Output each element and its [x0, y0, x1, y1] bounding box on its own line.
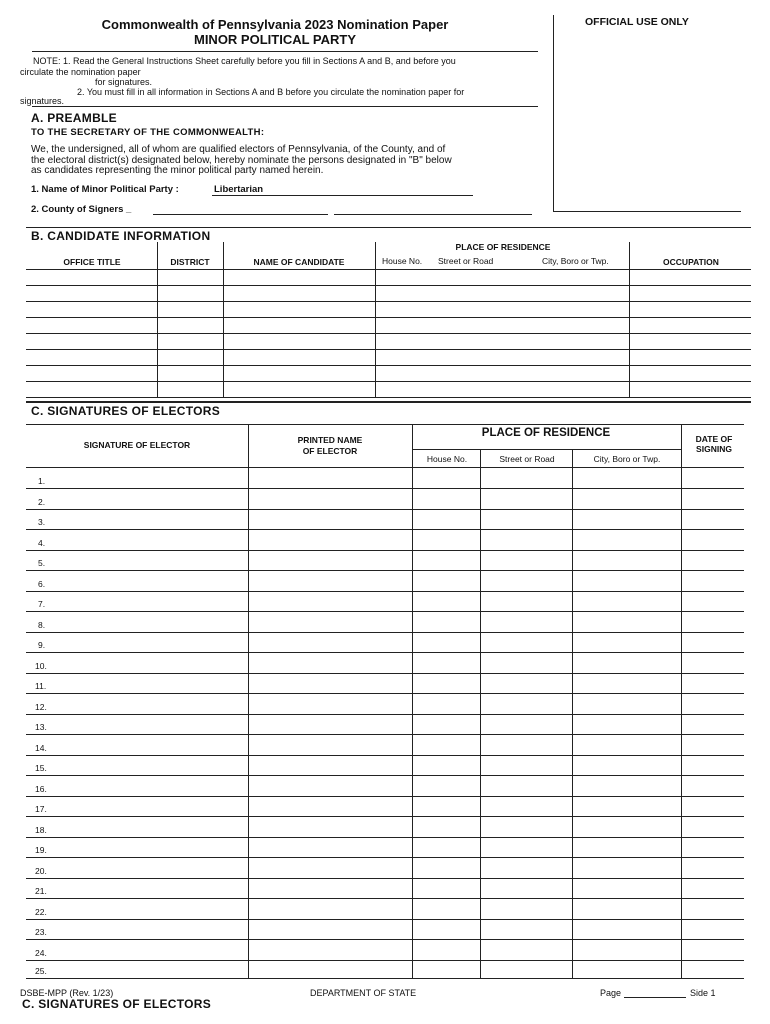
- signature-row[interactable]: [26, 919, 744, 920]
- party-name-underline: [212, 195, 473, 196]
- signature-row-number: 20.: [35, 866, 47, 876]
- signature-row-number: 7.: [38, 599, 46, 609]
- candidate-row[interactable]: [26, 349, 751, 350]
- signatures-header-top: [26, 424, 744, 425]
- candidate-row[interactable]: [26, 317, 751, 318]
- signature-row-number: 17.: [35, 804, 47, 814]
- note-line-5: signatures.: [20, 96, 65, 106]
- signature-row-number: 21.: [35, 886, 47, 896]
- candidate-row[interactable]: [26, 333, 751, 334]
- signature-row[interactable]: [26, 529, 744, 530]
- form-id: DSBE-MPP (Rev. 1/23): [20, 988, 114, 998]
- signature-row[interactable]: [26, 673, 744, 674]
- candidates-col-divider: [157, 242, 158, 397]
- signature-row[interactable]: [26, 734, 744, 735]
- signature-header: SIGNATURE OF ELECTOR: [83, 440, 191, 450]
- signature-row-number: 10.: [35, 661, 47, 671]
- signature-row-number: 11.: [35, 681, 47, 691]
- signature-row-number: 19.: [35, 845, 47, 855]
- candidates-office-header: OFFICE TITLE: [63, 257, 121, 267]
- side-label: Side 1: [690, 988, 716, 998]
- next-section-heading: C. SIGNATURES OF ELECTORS: [22, 997, 212, 1011]
- department-label: DEPARTMENT OF STATE: [310, 988, 417, 998]
- signature-row-number: 6.: [38, 579, 46, 589]
- signatures-col-divider: [572, 449, 573, 978]
- candidate-row[interactable]: [26, 365, 751, 366]
- preamble-heading: A. PREAMBLE: [31, 111, 117, 125]
- signature-row[interactable]: [26, 796, 744, 797]
- signature-row[interactable]: [26, 652, 744, 653]
- county-field-2[interactable]: [334, 214, 532, 215]
- county-field-1[interactable]: [153, 214, 328, 215]
- candidate-row[interactable]: [26, 301, 751, 302]
- signature-row[interactable]: [26, 550, 744, 551]
- signature-row[interactable]: [26, 775, 744, 776]
- header-rule: [32, 51, 538, 52]
- signatures-col-divider: [681, 424, 682, 978]
- candidates-col-divider: [375, 242, 376, 397]
- signature-row-number: 13.: [35, 722, 47, 732]
- signature-row-number: 3.: [38, 517, 46, 527]
- official-use-box-bottom: [553, 211, 741, 212]
- candidate-row[interactable]: [26, 381, 751, 382]
- candidate-row[interactable]: [26, 285, 751, 286]
- signature-row[interactable]: [26, 591, 744, 592]
- candidates-name-header: NAME OF CANDIDATE: [253, 257, 345, 267]
- candidates-house-header: House No.: [382, 256, 423, 266]
- signatures-header-bottom: [26, 467, 744, 468]
- party-name-value[interactable]: Libertarian: [214, 184, 264, 195]
- official-use-box-left: [553, 15, 554, 211]
- signature-row-number: 24.: [35, 948, 47, 958]
- candidates-col-divider: [629, 242, 630, 397]
- signature-row-number: 22.: [35, 907, 47, 917]
- signature-row-number: 18.: [35, 825, 47, 835]
- form-title: Commonwealth of Pennsylvania 2023 Nomination Paper: [101, 17, 449, 32]
- note-rule: [32, 106, 538, 107]
- signatures-top-rule: [26, 401, 751, 403]
- note-line-2: circulate the nomination paper: [20, 67, 141, 77]
- county-label: 2. County of Signers _: [31, 204, 132, 215]
- candidates-occupation-header: OCCUPATION: [663, 257, 719, 267]
- note-line-3: for signatures.: [95, 77, 153, 87]
- note-line-1: NOTE: 1. Read the General Instructions Sheet carefully before you fill in Sections A and B, and before you: [33, 56, 456, 66]
- signature-row-number: 16.: [35, 784, 47, 794]
- signature-row-number: 14.: [35, 743, 47, 753]
- signature-row-number: 25.: [35, 966, 47, 976]
- signature-row-number: 1.: [38, 476, 46, 486]
- note-line-4: 2. You must fill in all information in Sections A and B before you circulate the nomination paper for: [77, 87, 465, 97]
- signatures-city-header: City, Boro or Twp.: [593, 454, 661, 464]
- signature-row[interactable]: [26, 632, 744, 633]
- signature-row[interactable]: [26, 939, 744, 940]
- date-header-1: DATE OF: [695, 434, 733, 444]
- signature-row[interactable]: [26, 960, 744, 961]
- signature-row[interactable]: [26, 755, 744, 756]
- signature-row[interactable]: [26, 509, 744, 510]
- signature-row[interactable]: [26, 714, 744, 715]
- signature-row[interactable]: [26, 857, 744, 858]
- signature-row-number: 2.: [38, 497, 46, 507]
- party-name-label: 1. Name of Minor Political Party :: [31, 184, 179, 195]
- signature-row[interactable]: [26, 816, 744, 817]
- signature-row-number: 12.: [35, 702, 47, 712]
- signature-row[interactable]: [26, 837, 744, 838]
- signatures-col-divider: [412, 424, 413, 978]
- signatures-street-header: Street or Road: [499, 454, 555, 464]
- page-number-field[interactable]: [624, 997, 686, 998]
- form-subtitle: MINOR POLITICAL PARTY: [193, 32, 357, 47]
- signature-row-number: 4.: [38, 538, 46, 548]
- signature-row[interactable]: [26, 488, 744, 489]
- candidates-col-divider: [223, 242, 224, 397]
- preamble-to: TO THE SECRETARY OF THE COMMONWEALTH:: [31, 127, 265, 138]
- preamble-body-3: as candidates representing the minor political party named herein.: [31, 165, 324, 176]
- page-label: Page: [600, 988, 622, 998]
- candidates-city-header: City, Boro or Twp.: [542, 256, 609, 266]
- signatures-house-header: House No.: [426, 454, 468, 464]
- official-use-label: OFFICIAL USE ONLY: [585, 16, 689, 28]
- signature-row[interactable]: [26, 898, 744, 899]
- signature-row-number: 5.: [38, 558, 46, 568]
- signatures-col-divider: [480, 449, 481, 978]
- signature-row[interactable]: [26, 570, 744, 571]
- candidates-top-rule: [26, 227, 751, 228]
- candidates-heading: B. CANDIDATE INFORMATION: [31, 229, 211, 243]
- signatures-residence-header: PLACE OF RESIDENCE: [481, 427, 611, 439]
- signature-row-number: 23.: [35, 927, 47, 937]
- signature-row-number: 15.: [35, 763, 47, 773]
- candidates-street-header: Street or Road: [438, 256, 494, 266]
- candidates-district-header: DISTRICT: [170, 257, 210, 267]
- signature-row[interactable]: [26, 978, 744, 979]
- candidates-residence-header: PLACE OF RESIDENCE: [455, 242, 551, 252]
- preamble-body-2: the electoral district(s) designated below, hereby nominate the persons designated in "B" below: [31, 155, 452, 166]
- preamble-body-1: We, the undersigned, all of whom are qualified electors of Pennsylvania, of the County, and of: [31, 144, 446, 155]
- printed-name-header-1: PRINTED NAME: [297, 435, 363, 445]
- signature-row[interactable]: [26, 693, 744, 694]
- signatures-col-divider: [248, 424, 249, 978]
- candidates-header-rule: [26, 269, 751, 270]
- signatures-heading: C. SIGNATURES OF ELECTORS: [31, 404, 221, 418]
- signature-row-number: 9.: [38, 640, 46, 650]
- signature-row-number: 8.: [38, 620, 46, 630]
- printed-name-header-2: OF ELECTOR: [302, 446, 358, 456]
- signature-row[interactable]: [26, 611, 744, 612]
- date-header-2: SIGNING: [696, 444, 732, 454]
- signature-row[interactable]: [26, 878, 744, 879]
- residence-subheader-rule: [413, 449, 681, 450]
- candidate-row[interactable]: [26, 397, 751, 398]
